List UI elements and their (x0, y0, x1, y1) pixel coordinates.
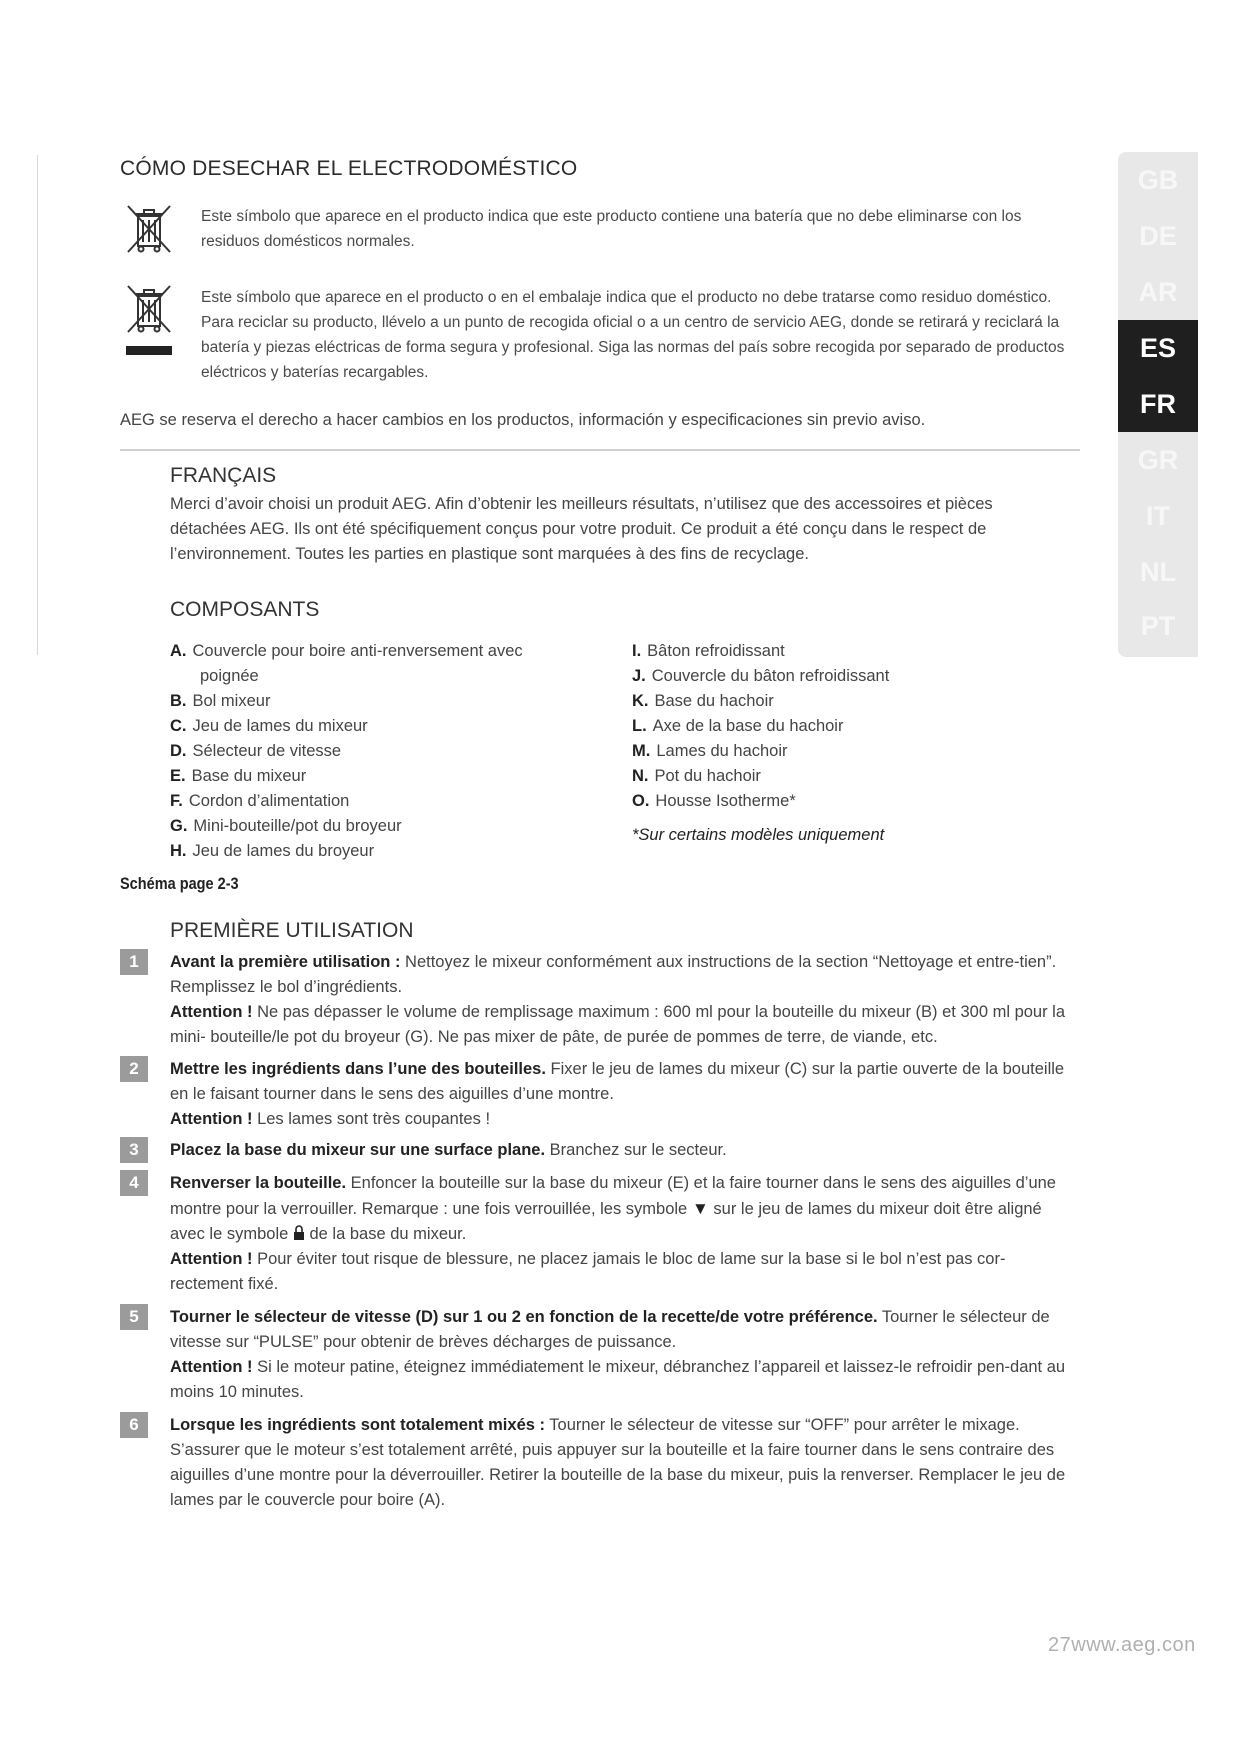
tab-pt[interactable]: PT (1140, 611, 1176, 641)
component-item: A. Couvercle pour boire anti-renversement avec poignée (170, 642, 523, 685)
aeg-disclaimer: AEG se reserva el derecho a hacer cambios en los productos, información y especificaciones sin previo aviso. (120, 411, 926, 429)
component-item: H. Jeu de lames du broyeur (170, 842, 375, 860)
margin-line (37, 155, 38, 655)
tab-de[interactable]: DE (1139, 221, 1177, 251)
component-item: I. Bâton refroidissant (632, 642, 785, 660)
components-list-left (170, 639, 610, 864)
step-number: 4 (120, 1170, 148, 1196)
schema-reference: Schéma page 2-3 (120, 875, 239, 893)
french-intro: Merci d’avoir choisi un produit AEG. Afin d’obtenir les meilleurs résultats, n’utilisez que des accessoires et pièces détachées AEG. Ils ont été spécifiquement conçus pour votre produit. Ce produit a été conçu dans le respect de l’environnement. Toutes les parties en plastique sont marquées à des fins de recyclage. (170, 495, 993, 563)
component-item: E. Base du mixeur (170, 767, 307, 785)
tab-es[interactable]: ES (1118, 320, 1198, 376)
component-item: G. Mini-bouteille/pot du broyeur (170, 817, 402, 835)
step-number: 5 (120, 1304, 148, 1330)
step-number: 6 (120, 1412, 148, 1438)
components-heading: COMPOSANTS (170, 598, 320, 621)
component-item: O. Housse Isotherme* (632, 792, 796, 810)
section-divider (120, 449, 1080, 451)
tab-it[interactable]: IT (1146, 501, 1170, 531)
down-triangle-icon: ▼ (687, 1199, 709, 1218)
component-item: J. Couvercle du bâton refroidissant (632, 667, 890, 685)
component-item: C. Jeu de lames du mixeur (170, 717, 368, 735)
step-3: Placez la base du mixeur sur une surface plane. Branchez sur le secteur. (170, 1141, 727, 1159)
crossed-bin-icon (122, 202, 176, 263)
component-item: N. Pot du hachoir (632, 767, 761, 785)
tab-gb[interactable]: GB (1137, 165, 1179, 195)
step-4: Renverser la bouteille. Enfoncer la bouteille sur la base du mixeur (E) et la faire tourner dans le sens des aiguilles d’une montre pour la verrouiller. Remarque : une fois verrouillée, les symbole ▼ sur le jeu de lames du mixeur doit être aligné avec le symbole de la base du mixeur. Attention ! Pour éviter tout risque de blessure, ne placez jamais le bloc de lame sur la base si le bol n’est pas cor-rectement fixé. (170, 1174, 1056, 1293)
tab-fr[interactable]: FR (1118, 376, 1198, 432)
step-2: Mettre les ingrédients dans l’une des bouteilles. Fixer le jeu de lames du mixeur (C) sur la partie ouverte de la bouteille en le faisant tourner dans le sens des aiguilles d’une montre. Attention ! Les lames sont très coupantes ! (170, 1060, 1065, 1128)
component-item: B. Bol mixeur (170, 692, 271, 710)
french-heading: FRANÇAIS (170, 464, 277, 487)
models-note: *Sur certains modèles uniquement (632, 826, 885, 844)
step-5: Tourner le sélecteur de vitesse (D) sur 1 ou 2 en fonction de la recette/de votre préférence. Tourner le sélecteur de vitesse sur “PULSE” pour obtenir de brèves décharges de puissance. Attention ! Si le moteur patine, éteignez immédiatement le mixeur, débranchez l’appareil et laissez-le refroidir pen-dant au moins 10 minutes. (170, 1308, 1066, 1401)
step-6: Lorsque les ingrédients sont totalement mixés : Tourner le sélecteur de vitesse sur “OFF” pour arrêter le mixage. S’assurer que le moteur s’est totalement arrêté, puis appuyer sur la bouteille et la faire tourner dans le sens contraire des aiguilles d’une montre pour la déverrouiller. Retirer la bouteille de la base du mixeur, puis la renverser. Remplacer le jeu de lames par le couvercle pour boire (A). (170, 1416, 1066, 1509)
crossed-bin-icon (122, 282, 176, 367)
components-list-right (632, 639, 1072, 814)
lock-icon (288, 1225, 305, 1243)
step-1: Avant la première utilisation : Nettoyez le mixeur conformément aux instructions de la section “Nettoyage et entre-tien”. Remplissez le bol d’ingrédients. Attention ! Ne pas dépasser le volume de remplissage maximum : 600 ml pour la bouteille du mixeur (B) et 300 ml pour la mini- bouteille/le pot du broyeur (G). Ne pas mixer de pâte, de purée de pommes de terre, de viande, etc. (170, 953, 1066, 1046)
component-item: L. Axe de la base du hachoir (632, 717, 844, 735)
tab-ar[interactable]: AR (1138, 277, 1178, 307)
page-footer: 27www.aeg.con (1048, 1634, 1196, 1656)
component-item: M. Lames du hachoir (632, 742, 788, 760)
disposal-heading: CÓMO DESECHAR EL ELECTRODOMÉSTICO (120, 157, 578, 180)
tab-gr[interactable]: GR (1137, 445, 1179, 475)
step-number: 1 (120, 949, 148, 975)
tab-nl[interactable]: NL (1140, 557, 1176, 587)
recycling-note: Este símbolo que aparece en el producto o en el embalaje indica que el producto no debe tratarse como residuo doméstico. Para reciclar su producto, llévelo a un punto de recogida oficial o a un centro de servicio AEG, donde se retirará y reciclará la batería y piezas eléctricas de forma segura y profesional. Siga las normas del país sobre recogida por separado de productos eléctricos y baterías recargables. (201, 289, 1065, 381)
component-item: D. Sélecteur de vitesse (170, 742, 342, 760)
first-use-heading: PREMIÈRE UTILISATION (170, 919, 414, 942)
component-item: F. Cordon d’alimentation (170, 792, 350, 810)
step-number: 2 (120, 1056, 148, 1082)
step-number: 3 (120, 1137, 148, 1163)
component-item: K. Base du hachoir (632, 692, 774, 710)
battery-note: Este símbolo que aparece en el producto indica que este producto contiene una batería que no debe eliminarse con los residuos domésticos normales. (201, 208, 1022, 250)
